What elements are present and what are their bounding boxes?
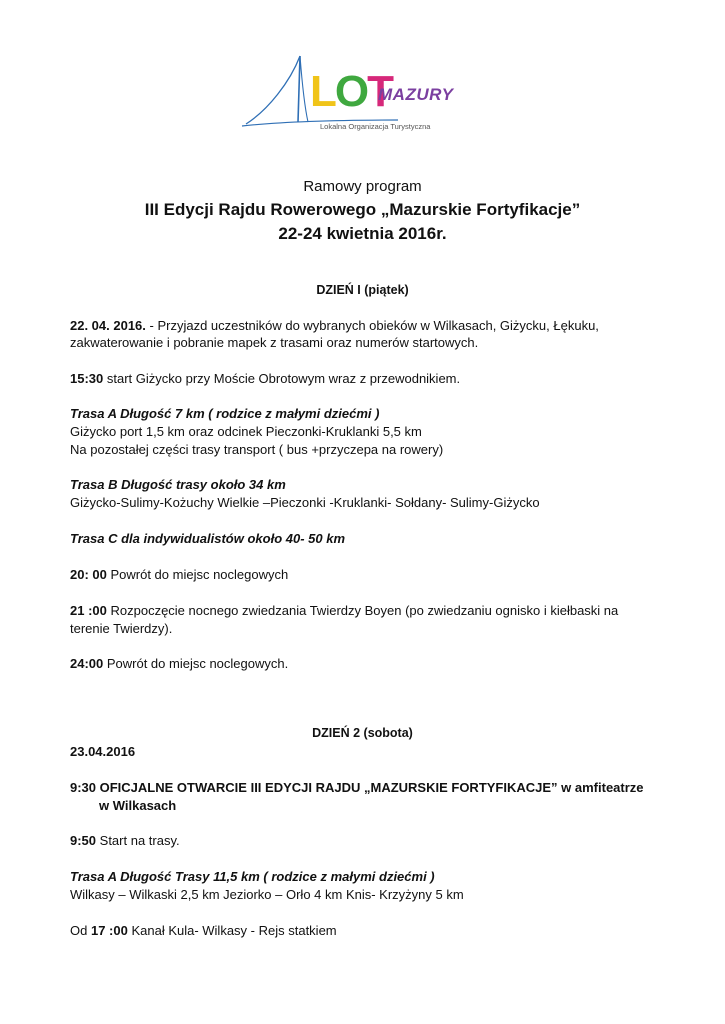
- page-title: III Edycji Rajdu Rowerowego „Mazurskie Fortyfikacje”: [144, 200, 581, 219]
- day1-arrival-line2: zakwaterowanie i pobranie mapek z trasami oraz numerów startowych.: [70, 335, 479, 350]
- day1-trasa-b-title: Trasa B Długość trasy około 34 km: [70, 477, 286, 492]
- day1-start-line: 15:30 start Giżycko przy Moście Obrotowym wraz z przewodnikiem.: [70, 371, 461, 386]
- day1-trasa-a-line1: Giżycko port 1,5 km oraz odcinek Pieczonki-Kruklanki 5,5 km: [70, 424, 422, 439]
- event-dates: 22-24 kwietnia 2016r.: [278, 224, 447, 243]
- day2-trasa-a-line1: Wilkasy – Wilkaski 2,5 km Jeziorko – Orło 4 km Knis- Krzyżyny 5 km: [70, 887, 464, 902]
- day2-cruise-line: Od 17 :00 Kanał Kula- Wilkasy - Rejs statkiem: [70, 923, 337, 938]
- logo-wordmark: LOT: [310, 67, 393, 116]
- pretitle: Ramowy program: [303, 178, 422, 195]
- day1-heading: DZIEŃ I (piątek): [316, 283, 409, 297]
- logo-subtitle: Lokalna Organizacja Turystyczna: [320, 122, 431, 131]
- day1-trasa-b-line1: Giżycko-Sulimy-Kożuchy Wielkie –Pieczonki -Kruklanki- Sołdany- Sulimy-Giżycko: [70, 495, 540, 510]
- day2-opening-line1: 9:30 OFICJALNE OTWARCIE III EDYCJI RAJDU „MAZURSKIE FORTYFIKACJE” w amfiteatrze: [70, 780, 644, 795]
- day1-trasa-c-title: Trasa C dla indywidualistów około 40- 50 km: [70, 531, 346, 546]
- day2-start-line: 9:50 Start na trasy.: [70, 833, 180, 848]
- lot-mazury-logo: [238, 52, 468, 140]
- day1-arrival-line1: 22. 04. 2016. - Przyjazd uczestników do wybranych obieków w Wilkasach, Giżycku, Łękuku,: [70, 318, 599, 333]
- logo-mazury: MAZURY: [378, 85, 454, 104]
- day2-heading: DZIEŃ 2 (sobota): [312, 726, 413, 740]
- day1-return-line: 20: 00 Powrót do miejsc noclegowych: [70, 567, 289, 582]
- day2-date: 23.04.2016: [70, 744, 136, 759]
- day1-trasa-a-line2: Na pozostałej części trasy transport ( bus +przyczepa na rowery): [70, 442, 444, 457]
- day1-night-line2: terenie Twierdzy).: [70, 621, 173, 636]
- day1-trasa-a-title: Trasa A Długość 7 km ( rodzice z małymi dziećmi ): [70, 406, 380, 421]
- day1-final-line: 24:00 Powrót do miejsc noclegowych.: [70, 656, 289, 671]
- day1-night-line1: 21 :00 Rozpoczęcie nocnego zwiedzania Twierdzy Boyen (po zwiedzaniu ognisko i kiełbaski na: [70, 603, 619, 618]
- day1-arrival-date: 22. 04. 2016.: [70, 318, 146, 333]
- day2-trasa-a-title: Trasa A Długość Trasy 11,5 km ( rodzice z małymi dziećmi ): [70, 869, 435, 884]
- day2-opening-line2: w Wilkasach: [99, 798, 177, 813]
